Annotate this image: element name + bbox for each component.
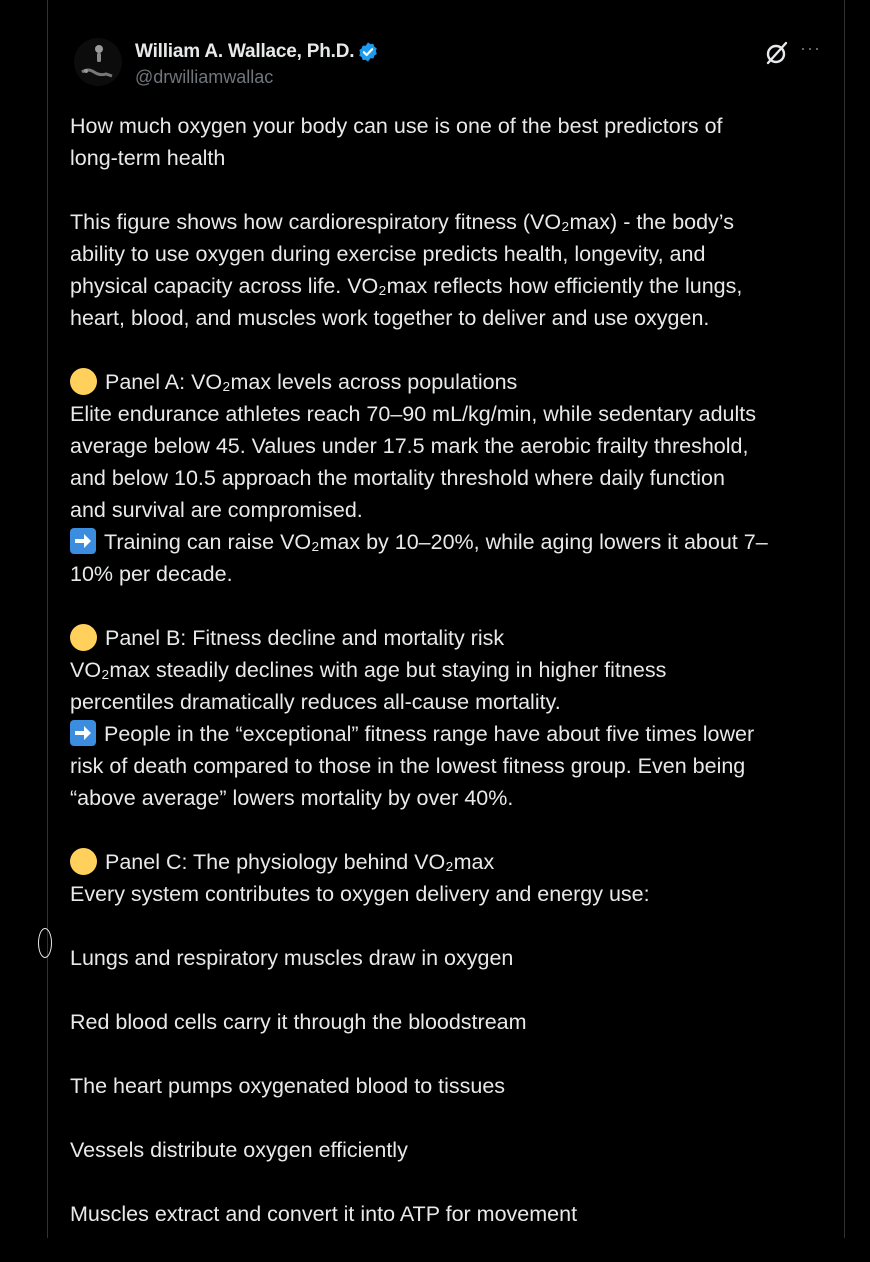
author-handle[interactable]: @drwilliamwallac [135,67,274,87]
text-line: and below 10.5 approach the mortality threshold where daily function [70,466,725,490]
panel-b-section [70,622,840,814]
yellow-circle-icon [70,368,97,395]
author-names [135,40,379,88]
list-item-text: Lungs and respiratory muscles draw in oxygen [70,946,514,970]
text-line: Elite endurance athletes reach 70–90 mL/kg/min, while sedentary adults [70,402,757,426]
panel-a-heading: Panel A: VO₂max levels across populations [105,370,518,394]
tweet-column [47,0,845,1238]
edge-bracket [38,928,52,958]
list-item [70,1006,840,1038]
figure-paragraph [70,206,840,334]
text-line: Training can raise VO₂max by 10–20%, while aging lowers it about 7– [104,530,768,554]
right-arrow-icon [70,528,96,554]
more-icon[interactable]: ··· [800,38,821,58]
list-item-text: The heart pumps oxygenated blood to tissues [70,1074,506,1098]
text-line: heart, blood, and muscles work together to deliver and use oxygen. [70,306,710,330]
text-line: Every system contributes to oxygen delivery and energy use: [70,882,650,906]
text-line: physical capacity across life. VO₂max reflects how efficiently the lungs, [70,274,743,298]
avatar[interactable] [74,38,122,86]
verified-badge-icon [357,41,379,63]
panel-c-section [70,846,840,910]
list-item-text: Muscles extract and convert it into ATP for movement [70,1202,578,1226]
text-line: This figure shows how cardiorespiratory fitness (VO₂max) - the body’s [70,210,734,234]
text-line: long-term health [70,146,226,170]
list-item [70,1198,840,1230]
grok-slash-icon[interactable] [764,40,790,66]
panel-b-heading: Panel B: Fitness decline and mortality risk [105,626,505,650]
list-item-text: Red blood cells carry it through the bloodstream [70,1010,527,1034]
list-item [70,1070,840,1102]
list-item [70,942,840,974]
text-line: risk of death compared to those in the lowest fitness group. Even being [70,754,746,778]
intro-paragraph [70,110,840,174]
text-line: and survival are compromised. [70,498,363,522]
text-line: People in the “exceptional” fitness range have about five times lower [104,722,755,746]
text-line: ability to use oxygen during exercise predicts health, longevity, and [70,242,706,266]
right-arrow-icon [70,720,96,746]
text-line: average below 45. Values under 17.5 mark the aerobic frailty threshold, [70,434,749,458]
display-name[interactable]: William A. Wallace, Ph.D. [135,41,355,62]
list-item-text: Vessels distribute oxygen efficiently [70,1138,408,1162]
text-line: 10% per decade. [70,562,233,586]
yellow-circle-icon [70,848,97,875]
list-item [70,1134,840,1166]
tweet-text [70,110,840,1262]
tweet-header [74,38,824,94]
text-line: percentiles dramatically reduces all-cause mortality. [70,690,561,714]
panel-a-section [70,366,840,590]
text-line: How much oxygen your body can use is one of the best predictors of [70,114,723,138]
text-line: “above average” lowers mortality by over 40%. [70,786,514,810]
yellow-circle-icon [70,624,97,651]
panel-c-heading: Panel C: The physiology behind VO₂max [105,850,495,874]
text-line: VO₂max steadily declines with age but staying in higher fitness [70,658,667,682]
